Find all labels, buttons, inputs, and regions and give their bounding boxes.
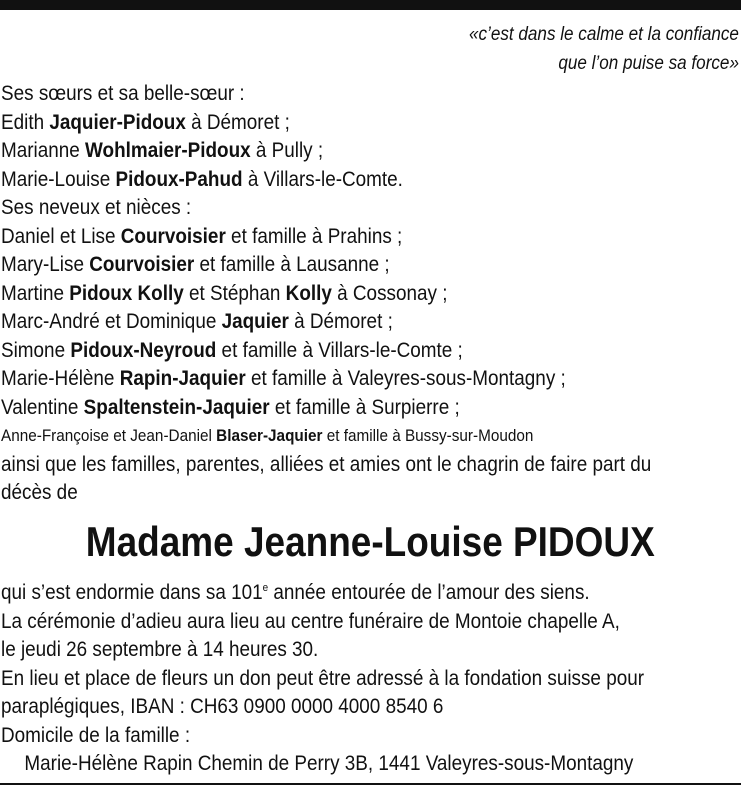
- family-text: Marie-Louise: [1, 167, 116, 191]
- family-line: [1, 479, 739, 508]
- family-line: [1, 137, 739, 166]
- family-line: [1, 166, 739, 195]
- family-text: et famille à Bussy-sur-Moudon: [322, 426, 534, 445]
- family-text: à Villars-le-Comte.: [242, 167, 403, 191]
- family-line: [1, 251, 739, 280]
- announcement-details: [1, 574, 739, 779]
- family-text: Marc-André et Dominique: [1, 310, 222, 333]
- family-text: à Cossonay ;: [331, 281, 448, 305]
- details-line-domicile-label: Domicile de la famille :: [1, 723, 191, 747]
- details-line-iban: paraplégiques, IBAN : CH63 0900 0000 4000 8540 6: [1, 695, 444, 718]
- details-line-address: Marie-Hélène Rapin Chemin de Perry 3B, 1441 Valeyres-sous-Montagny: [24, 752, 634, 775]
- family-text: et famille à Prahins ;: [225, 224, 403, 248]
- family-name-bold: Kolly: [285, 281, 332, 305]
- age-text-start: qui s’est endormie dans sa 101: [1, 581, 263, 604]
- family-line: [1, 394, 739, 423]
- family-line: [1, 365, 739, 394]
- family-text: à Démoret ;: [185, 110, 290, 134]
- family-text: Daniel et Lise: [1, 224, 121, 248]
- family-name-bold: Jaquier-Pidoux: [49, 110, 186, 134]
- epigraph-quote: [469, 20, 739, 78]
- family-name-bold: Wohlmaier-Pidoux: [85, 139, 251, 162]
- family-text: ainsi que les familles, parentes, alliées et amies ont le chagrin de faire part du: [1, 452, 652, 476]
- family-list: [1, 80, 739, 508]
- family-text: et famille à Surpierre ;: [269, 395, 460, 419]
- family-text: Edith: [1, 110, 50, 134]
- family-line: [1, 422, 739, 451]
- family-text: Martine: [1, 281, 70, 305]
- family-line: [1, 223, 739, 252]
- family-line: [1, 337, 739, 366]
- family-text: Marianne: [1, 139, 86, 162]
- family-text: Simone: [1, 338, 71, 362]
- top-border: [0, 0, 741, 10]
- family-name-bold: Blaser-Jaquier: [216, 426, 323, 445]
- quote-line-1: «c’est dans le calme et la confiance: [469, 24, 739, 45]
- family-line: [1, 80, 739, 109]
- family-line: [1, 109, 739, 138]
- family-text: à Pully ;: [250, 139, 324, 162]
- family-name-bold: Rapin-Jaquier: [119, 367, 246, 390]
- details-line-date: le jeudi 26 septembre à 14 heures 30.: [1, 638, 319, 661]
- family-line: [1, 308, 739, 337]
- family-name-bold: Courvoisier: [89, 253, 195, 276]
- family-text: Mary-Lise: [1, 253, 90, 276]
- family-text: Anne-Françoise et Jean-Daniel: [1, 426, 217, 445]
- family-text: et famille à Villars-le-Comte ;: [216, 338, 463, 362]
- family-text: et Stéphan: [183, 281, 286, 305]
- family-text: et famille à Valeyres-sous-Montagny ;: [245, 367, 566, 390]
- age-ordinal-suffix: e: [262, 582, 269, 594]
- bottom-border: [0, 783, 741, 785]
- family-name-bold: Pidoux-Neyroud: [70, 338, 217, 362]
- family-text: Valentine: [1, 395, 84, 419]
- deceased-name: [0, 514, 741, 570]
- family-text: décès de: [1, 481, 78, 504]
- details-line-age: [1, 574, 739, 608]
- family-text: à Démoret ;: [288, 310, 393, 333]
- family-name-bold: Pidoux Kolly: [69, 281, 184, 305]
- family-text: Ses neveux et nièces :: [1, 196, 192, 219]
- family-text: Marie-Hélène: [1, 367, 120, 390]
- family-text: et famille à Lausanne ;: [194, 253, 390, 276]
- age-text-end: année entourée de l’amour des siens.: [268, 581, 590, 604]
- family-line: [1, 194, 739, 223]
- family-name-bold: Pidoux-Pahud: [115, 167, 243, 191]
- family-text: Ses sœurs et sa belle-sœur :: [1, 82, 245, 105]
- family-name-bold: Courvoisier: [120, 224, 226, 248]
- family-line: [1, 280, 739, 309]
- family-name-bold: Jaquier: [221, 310, 289, 333]
- family-line: [1, 451, 739, 480]
- deceased-name-text: Madame Jeanne-Louise PIDOUX: [86, 518, 655, 565]
- details-line-donation: En lieu et place de fleurs un don peut être adressé à la fondation suisse pour: [1, 666, 645, 690]
- family-name-bold: Spaltenstein-Jaquier: [83, 395, 270, 419]
- details-line-ceremony: La cérémonie d’adieu aura lieu au centre funéraire de Montoie chapelle A,: [1, 609, 620, 633]
- quote-line-2: que l’on puise sa force»: [558, 53, 739, 74]
